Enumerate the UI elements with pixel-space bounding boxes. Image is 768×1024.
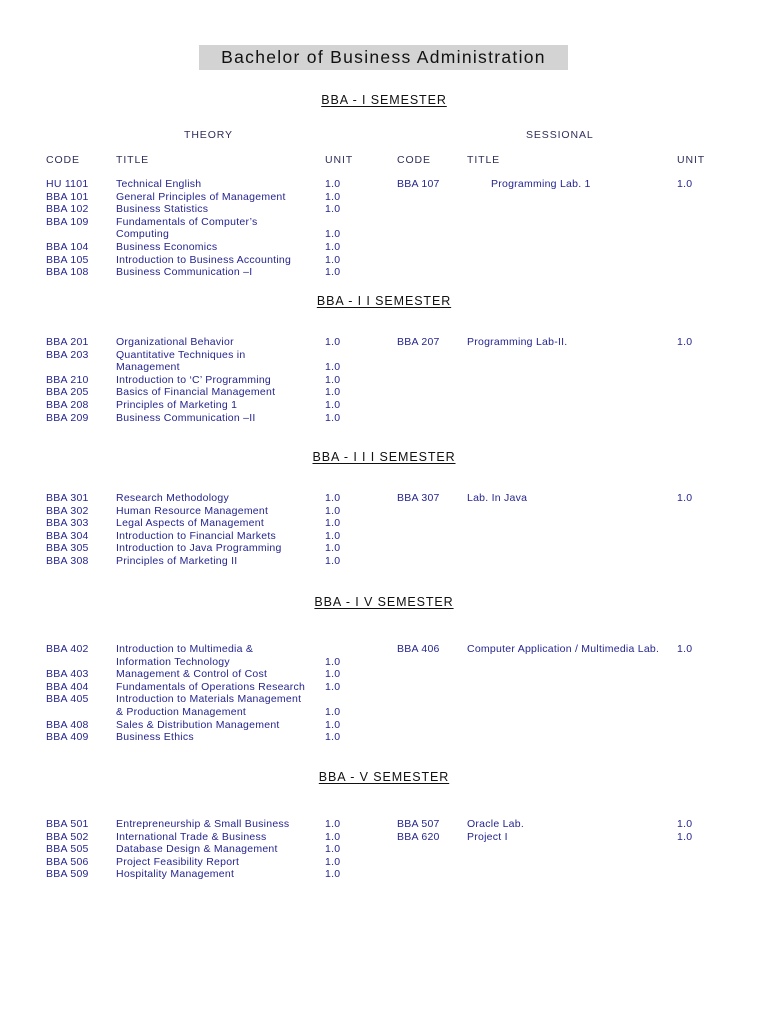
- semester-heading: BBA - I SEMESTER: [321, 93, 447, 107]
- sessional-code-header: CODE: [397, 154, 431, 166]
- theory-title-header: TITLE: [116, 154, 150, 166]
- course-code: BBA 209: [46, 411, 89, 424]
- course-unit: 1.0: [325, 542, 341, 555]
- course-code: BBA 203: [46, 348, 89, 361]
- semester-heading: BBA - I V SEMESTER: [314, 595, 454, 609]
- semester-heading: BBA - V SEMESTER: [318, 770, 450, 784]
- course-unit: 1.0: [325, 706, 341, 718]
- course-unit: 1.0: [325, 241, 341, 253]
- course-code: BBA 101: [46, 190, 89, 203]
- course-title: Business Statistics: [116, 203, 209, 216]
- course-unit: 1.0: [325, 731, 341, 744]
- course-unit: 1.0: [325, 178, 341, 190]
- course-unit: 1.0: [325, 190, 341, 203]
- sessional-title: Lab. In Java: [467, 492, 528, 504]
- course-title: Database Design & Management: [116, 843, 278, 856]
- course-title: Entrepreneurship & Small Business: [116, 818, 290, 830]
- course-code: BBA 501: [46, 818, 89, 830]
- course-unit: 1.0: [325, 373, 341, 386]
- course-title: & Production Management: [116, 706, 247, 718]
- sessional-title: Oracle Lab.: [467, 818, 525, 830]
- theory-unit-header: UNIT: [325, 154, 354, 166]
- course-title: Fundamentals of Operations Research: [116, 680, 306, 693]
- course-title: Introduction to Business Accounting: [116, 253, 292, 266]
- course-title: Basics of Financial Management: [116, 386, 276, 399]
- course-code: BBA 305: [46, 542, 89, 555]
- course-unit: 1.0: [325, 668, 341, 681]
- document-title: Bachelor of Business Administration: [199, 45, 568, 70]
- course-unit: 1.0: [325, 492, 341, 504]
- sessional-unit-header: UNIT: [677, 154, 706, 166]
- course-code: BBA 405: [46, 693, 89, 706]
- course-unit: 1.0: [325, 399, 341, 411]
- course-title: Research Methodology: [116, 492, 229, 504]
- course-code: BBA 408: [46, 718, 89, 731]
- sessional-title: Programming Lab. 1: [491, 178, 591, 190]
- course-title: Principles of Marketing 1: [116, 399, 238, 411]
- course-title: Management: [116, 361, 180, 374]
- course-title: Introduction to Java Programming: [116, 542, 282, 555]
- sessional-code: BBA 207: [397, 336, 440, 348]
- course-unit: 1.0: [325, 718, 341, 731]
- course-code: BBA 210: [46, 373, 89, 386]
- course-title: Information Technology: [116, 655, 230, 668]
- course-title: Business Economics: [116, 241, 218, 253]
- course-title: Legal Aspects of Management: [116, 517, 265, 530]
- course-title: Hospitality Management: [116, 868, 235, 881]
- course-unit: 1.0: [325, 830, 341, 843]
- course-unit: 1.0: [325, 818, 341, 830]
- course-code: BBA 404: [46, 680, 89, 693]
- course-code: BBA 104: [46, 241, 89, 253]
- course-code: BBA 506: [46, 855, 89, 868]
- course-unit: 1.0: [325, 555, 341, 567]
- theory-code-header: CODE: [46, 154, 80, 166]
- course-code: BBA 505: [46, 843, 89, 856]
- course-title: Organizational Behavior: [116, 336, 234, 348]
- course-title: Quantitative Techniques in: [116, 348, 246, 361]
- sessional-title: Computer Application / Multimedia Lab.: [467, 643, 660, 655]
- course-code: BBA 509: [46, 868, 89, 881]
- course-title: Introduction to Multimedia &: [116, 643, 254, 655]
- course-unit: 1.0: [325, 203, 341, 216]
- course-code: BBA 208: [46, 399, 89, 411]
- course-code: BBA 308: [46, 555, 89, 567]
- course-title: Business Communication –I: [116, 266, 253, 279]
- course-code: BBA 502: [46, 830, 89, 843]
- course-code: BBA 105: [46, 253, 89, 266]
- sessional-code: BBA 107: [397, 178, 440, 190]
- course-unit: 1.0: [325, 868, 341, 881]
- sessional-label: SESSIONAL: [526, 129, 594, 141]
- sessional-unit: 1.0: [677, 830, 693, 843]
- course-code: BBA 302: [46, 504, 89, 517]
- course-title: Computing: [116, 228, 170, 241]
- course-unit: 1.0: [325, 336, 341, 348]
- sessional-code: BBA 406: [397, 643, 440, 655]
- course-unit: 1.0: [325, 411, 341, 424]
- course-code: BBA 102: [46, 203, 89, 216]
- course-title: Introduction to Materials Management: [116, 693, 302, 706]
- course-title: Introduction to ‘C’ Programming: [116, 373, 272, 386]
- theory-label: THEORY: [184, 129, 233, 141]
- course-title: General Principles of Management: [116, 190, 286, 203]
- course-title: Human Resource Management: [116, 504, 269, 517]
- course-unit: 1.0: [325, 843, 341, 856]
- course-title: Technical English: [116, 178, 202, 190]
- sessional-title: Programming Lab-II.: [467, 336, 568, 348]
- sessional-unit: 1.0: [677, 643, 693, 655]
- sessional-code: BBA 507: [397, 818, 440, 830]
- course-title: Business Communication –II: [116, 411, 256, 424]
- course-code: BBA 409: [46, 731, 89, 744]
- course-title: Sales & Distribution Management: [116, 718, 280, 731]
- sessional-unit: 1.0: [677, 336, 693, 348]
- course-title: Principles of Marketing II: [116, 555, 238, 567]
- course-title: Project Feasibility Report: [116, 855, 240, 868]
- course-unit: 1.0: [325, 361, 341, 374]
- sessional-unit: 1.0: [677, 178, 693, 190]
- course-code: HU 1101: [46, 178, 89, 190]
- course-unit: 1.0: [325, 253, 341, 266]
- course-unit: 1.0: [325, 517, 341, 530]
- course-title: Fundamentals of Computer’s: [116, 215, 258, 228]
- course-code: BBA 403: [46, 668, 89, 681]
- sessional-unit: 1.0: [677, 492, 693, 504]
- course-unit: 1.0: [325, 228, 341, 241]
- course-title: International Trade & Business: [116, 830, 267, 843]
- course-title: Business Ethics: [116, 731, 194, 744]
- course-unit: 1.0: [325, 504, 341, 517]
- sessional-code: BBA 307: [397, 492, 440, 504]
- course-unit: 1.0: [325, 680, 341, 693]
- course-title: Management & Control of Cost: [116, 668, 268, 681]
- course-code: BBA 402: [46, 643, 89, 655]
- sessional-code: BBA 620: [397, 830, 440, 843]
- course-unit: 1.0: [325, 655, 341, 668]
- course-unit: 1.0: [325, 529, 341, 542]
- course-code: BBA 205: [46, 386, 89, 399]
- course-unit: 1.0: [325, 266, 341, 279]
- semester-heading: BBA - I I I SEMESTER: [312, 450, 456, 464]
- sessional-title: Project I: [467, 830, 508, 843]
- course-code: BBA 109: [46, 215, 89, 228]
- semester-heading: BBA - I I SEMESTER: [316, 294, 452, 308]
- sessional-title-header: TITLE: [467, 154, 501, 166]
- course-code: BBA 108: [46, 266, 89, 279]
- course-unit: 1.0: [325, 855, 341, 868]
- course-unit: 1.0: [325, 386, 341, 399]
- sessional-unit: 1.0: [677, 818, 693, 830]
- course-title: Introduction to Financial Markets: [116, 529, 276, 542]
- course-code: BBA 303: [46, 517, 89, 530]
- course-code: BBA 201: [46, 336, 89, 348]
- course-code: BBA 304: [46, 529, 89, 542]
- course-code: BBA 301: [46, 492, 89, 504]
